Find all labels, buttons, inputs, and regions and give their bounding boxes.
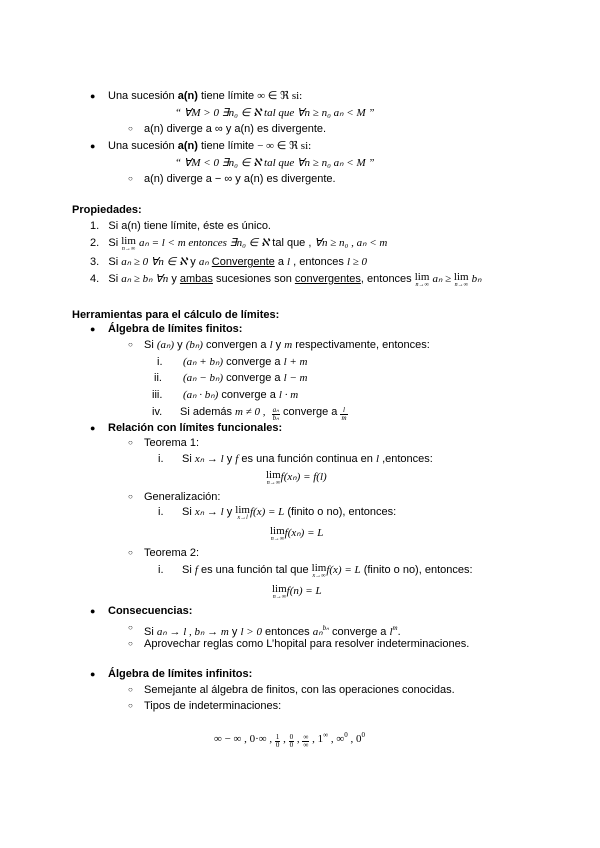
consecuencias-item-2: Aprovechar reglas como L’hopital para resolver indeterminaciones. <box>144 638 470 650</box>
algebra-finitos-intro: Si (aₙ) y (bₙ) convergen a l y m respectivamente, entonces: <box>144 339 430 351</box>
bullet-dot-icon: ● <box>90 423 96 433</box>
teorema1-label: Teorema 1: <box>144 437 200 449</box>
bullet-dot-icon: ● <box>90 669 96 679</box>
limit-operator: lim n→∞ <box>270 525 285 542</box>
limit-operator: lim n→∞ <box>121 235 136 252</box>
circle-bullet-icon: ○ <box>128 438 133 447</box>
circle-bullet-icon: ○ <box>128 340 133 349</box>
intro-bullet-1: Una sucesión a(n) tiene límite ∞ ∈ ℜ si: <box>108 90 303 102</box>
algebra-item-prod: iii. (aₙ · bₙ) converge a l · m <box>152 389 299 401</box>
prop-item-1: 1. Si a(n) tiene límite, éste es único. <box>90 220 271 232</box>
herramientas-title: Herramientas para el cálculo de límites: <box>72 309 280 321</box>
teorema1-formula: lim n→∞ f(xₙ) = f(l) <box>266 469 327 486</box>
fraction: $\frac{1}{0}$ <box>275 733 280 749</box>
bullet-dot-icon: ● <box>90 141 96 151</box>
algebra-item-diff: ii. (aₙ − bₙ) converge a l − m <box>154 372 308 384</box>
limit-operator: lim x→∞ <box>311 562 327 579</box>
circle-bullet-icon: ○ <box>128 174 133 183</box>
algebra-infinitos-item-2: Tipos de indeterminaciones: <box>144 700 282 712</box>
teorema2-statement: i. Si f es una función tal que lim x→∞ f(x) = L (finito o no), entonces: <box>158 562 473 579</box>
algebra-infinitos-item-1: Semejante al álgebra de finitos, con las operaciones conocidas. <box>144 684 455 696</box>
intro-formula-1: “ ∀M > 0 ∃n₀ ∈ ℵ tal que ∀n ≥ n₀ aₙ < M ” <box>175 107 375 119</box>
limit-operator: lim n→∞ <box>266 469 281 486</box>
bullet-dot-icon: ● <box>90 91 96 101</box>
algebra-finitos-title: Álgebra de límites finitos: <box>108 323 243 335</box>
algebra-item-quot: iv. Si además m ≠ 0 , $\frac{\text{aₙ}}{\text{bₙ}}$ converge a $\frac{l}{m}$ <box>152 406 347 422</box>
generalizacion-statement: i. Si xₙ → l y lim x→l f(x) = L (finito o no), entonces: <box>158 504 397 521</box>
limit-operator: lim n→∞ <box>453 271 469 288</box>
prop-item-4: 4. Si aₙ ≥ bₙ ∀n y ambas sucesiones son convergentes, entonces lim n→∞ aₙ ≥ lim n→∞ bₙ <box>90 271 482 288</box>
prop-item-2: 2. Si lim n→∞ aₙ = l < m entonces ∃n₀ ∈ ℵ tal que , ∀n ≥ n₀ , aₙ < m <box>90 235 388 252</box>
fraction: $\frac{l}{m}$ <box>341 406 347 422</box>
prop-item-3: 3. Si aₙ ≥ 0 ∀n ∈ ℵ y aₙ Convergente a l , entonces l ≥ 0 <box>90 256 368 268</box>
circle-bullet-icon: ○ <box>128 701 133 710</box>
propiedades-title: Propiedades: <box>72 204 142 216</box>
teorema2-label: Teorema 2: <box>144 547 200 559</box>
intro-formula-2: “ ∀M < 0 ∃n₀ ∈ ℵ tal que ∀n ≥ n₀ aₙ < M ” <box>175 157 375 169</box>
circle-bullet-icon: ○ <box>128 639 133 648</box>
algebra-item-sum: i. (aₙ + bₙ) converge a l + m <box>157 356 308 368</box>
funcionales-title: Relación con límites funcionales: <box>108 422 283 434</box>
fraction: $\frac{0}{0}$ <box>289 733 294 749</box>
circle-bullet-icon: ○ <box>128 548 133 557</box>
generalizacion-label: Generalización: <box>144 491 221 503</box>
circle-bullet-icon: ○ <box>128 685 133 694</box>
intro-sub-1: a(n) diverge a ∞ y a(n) es divergente. <box>144 123 327 135</box>
circle-bullet-icon: ○ <box>128 623 133 632</box>
circle-bullet-icon: ○ <box>128 492 133 501</box>
bullet-dot-icon: ● <box>90 324 96 334</box>
consecuencias-item-1: Si aₙ → l , bₙ → m y l > 0 entonces aₙ$^{b_n}$ converge a $l^m$. <box>144 624 401 638</box>
indeterminations-formula: ∞ − ∞ , 0·∞ , $\frac{1}{0}$ , $\frac{0}{0}$ , ∞ ∞ , 1∞ , ∞$^0$ , $0^0$ <box>214 731 365 749</box>
fraction: ∞ ∞ <box>303 733 309 749</box>
intro-bullet-2: Una sucesión a(n) tiene límite − ∞ ∈ ℜ si: <box>108 140 312 152</box>
limit-operator: lim x→l <box>235 504 250 521</box>
teorema1-statement: i. Si xₙ → l y f es una función continua en l ,entonces: <box>158 453 433 465</box>
teorema2-formula: lim n→∞ f(n) = L <box>272 583 322 600</box>
limit-operator: lim n→∞ <box>272 583 287 600</box>
limit-operator: lim n→∞ <box>414 271 430 288</box>
fraction: $\frac{\text{aₙ}}{\text{bₙ}}$ <box>272 406 279 422</box>
bullet-dot-icon: ● <box>90 606 96 616</box>
consecuencias-title: Consecuencias: <box>108 605 193 617</box>
circle-bullet-icon: ○ <box>128 124 133 133</box>
intro-sub-2: a(n) diverge a − ∞ y a(n) es divergente. <box>144 173 336 185</box>
algebra-infinitos-title: Álgebra de límites infinitos: <box>108 668 253 680</box>
generalizacion-formula: lim n→∞ f(xₙ) = L <box>270 525 324 542</box>
